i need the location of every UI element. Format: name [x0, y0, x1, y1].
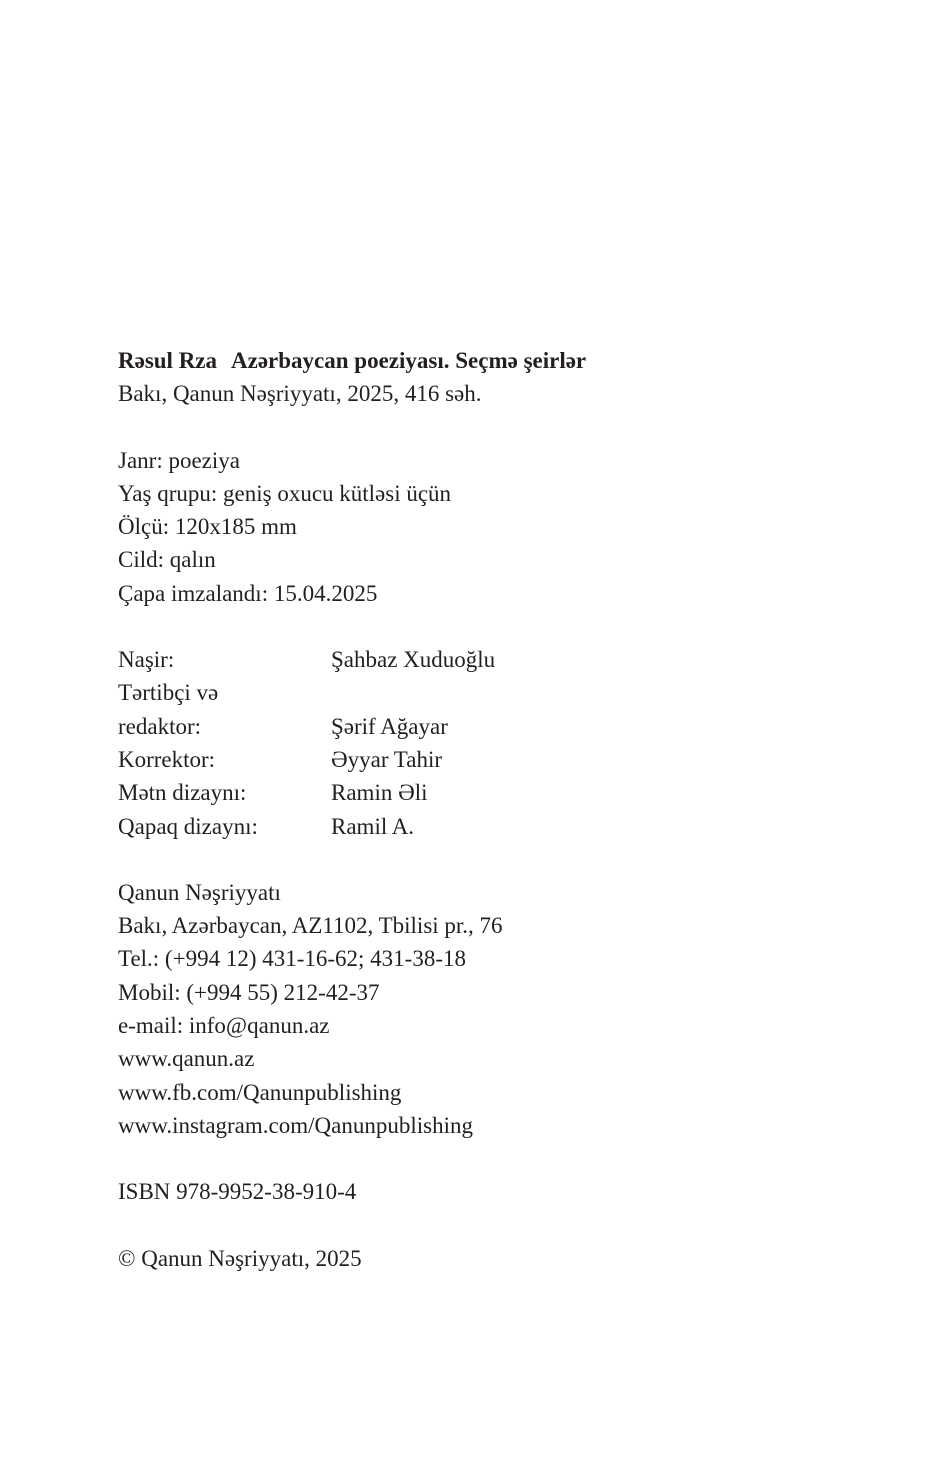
publisher-website: www.qanun.az: [118, 1046, 255, 1072]
credit-role: Mətn dizaynı:: [118, 780, 247, 806]
book-title: Azərbaycan poeziyası. Seçmə şeirlər: [231, 348, 587, 373]
credit-row: [118, 643, 878, 676]
credit-name: Şahbaz Xuduoğlu: [331, 647, 496, 673]
section-gap: [118, 610, 878, 643]
detail-binding: Cild: qalın: [118, 547, 216, 573]
credit-role: Qapaq dizaynı:: [118, 813, 258, 839]
detail-size: Ölçü: 120x185 mm: [118, 514, 297, 540]
detail-signed-date: Çapa imzalandı: 15.04.2025: [118, 580, 378, 606]
publisher-phone: Tel.: (+994 12) 431-16-62; 431-38-18: [118, 946, 466, 972]
publisher-mobile: Mobil: (+994 55) 212-42-37: [118, 979, 380, 1005]
credit-role: Tərtibçi və: [118, 680, 219, 706]
book-details: [118, 444, 878, 610]
publisher-address: Bakı, Azərbaycan, AZ1102, Tbilisi pr., 76: [118, 913, 503, 939]
book-imprint: Bakı, Qanun Nəşriyyatı, 2025, 416 səh.: [118, 381, 482, 407]
credit-row: [118, 810, 878, 843]
credit-name: Ramil A.: [331, 813, 415, 839]
credit-name: Ramin Əli: [331, 780, 428, 806]
detail-age-group: Yaş qrupu: geniş oxucu kütləsi üçün: [118, 480, 452, 506]
credit-name: Əyyar Tahir: [331, 746, 443, 772]
credit-row: [118, 743, 878, 776]
section-gap: [118, 1142, 878, 1175]
detail-genre: Janr: poeziya: [118, 447, 240, 473]
publisher-email: e-mail: info@qanun.az: [118, 1013, 330, 1039]
credit-role: Korrektor:: [118, 746, 216, 772]
book-heading: [118, 344, 878, 377]
credit-name: [331, 676, 878, 709]
section-gap: [118, 843, 878, 876]
section-gap: [118, 1209, 878, 1242]
credit-row: [118, 676, 878, 709]
credit-row: [118, 710, 878, 743]
publisher-facebook: www.fb.com/Qanunpublishing: [118, 1079, 402, 1105]
book-author: Rəsul Rza: [118, 348, 218, 373]
credit-name: Şərif Ağayar: [331, 713, 448, 739]
copyright: © Qanun Nəşriyyatı, 2025: [118, 1245, 362, 1271]
credit-role: Naşir:: [118, 647, 175, 673]
publisher-instagram: www.instagram.com/Qanunpublishing: [118, 1112, 473, 1138]
publisher-contacts: [118, 876, 878, 1142]
credit-role: redaktor:: [118, 713, 202, 739]
credit-row: [118, 776, 878, 809]
imprint-page: [118, 344, 878, 1275]
publisher-name: Qanun Nəşriyyatı: [118, 879, 281, 905]
isbn: ISBN 978-9952-38-910-4: [118, 1179, 357, 1205]
credits-list: [118, 643, 878, 843]
section-gap: [118, 411, 878, 444]
